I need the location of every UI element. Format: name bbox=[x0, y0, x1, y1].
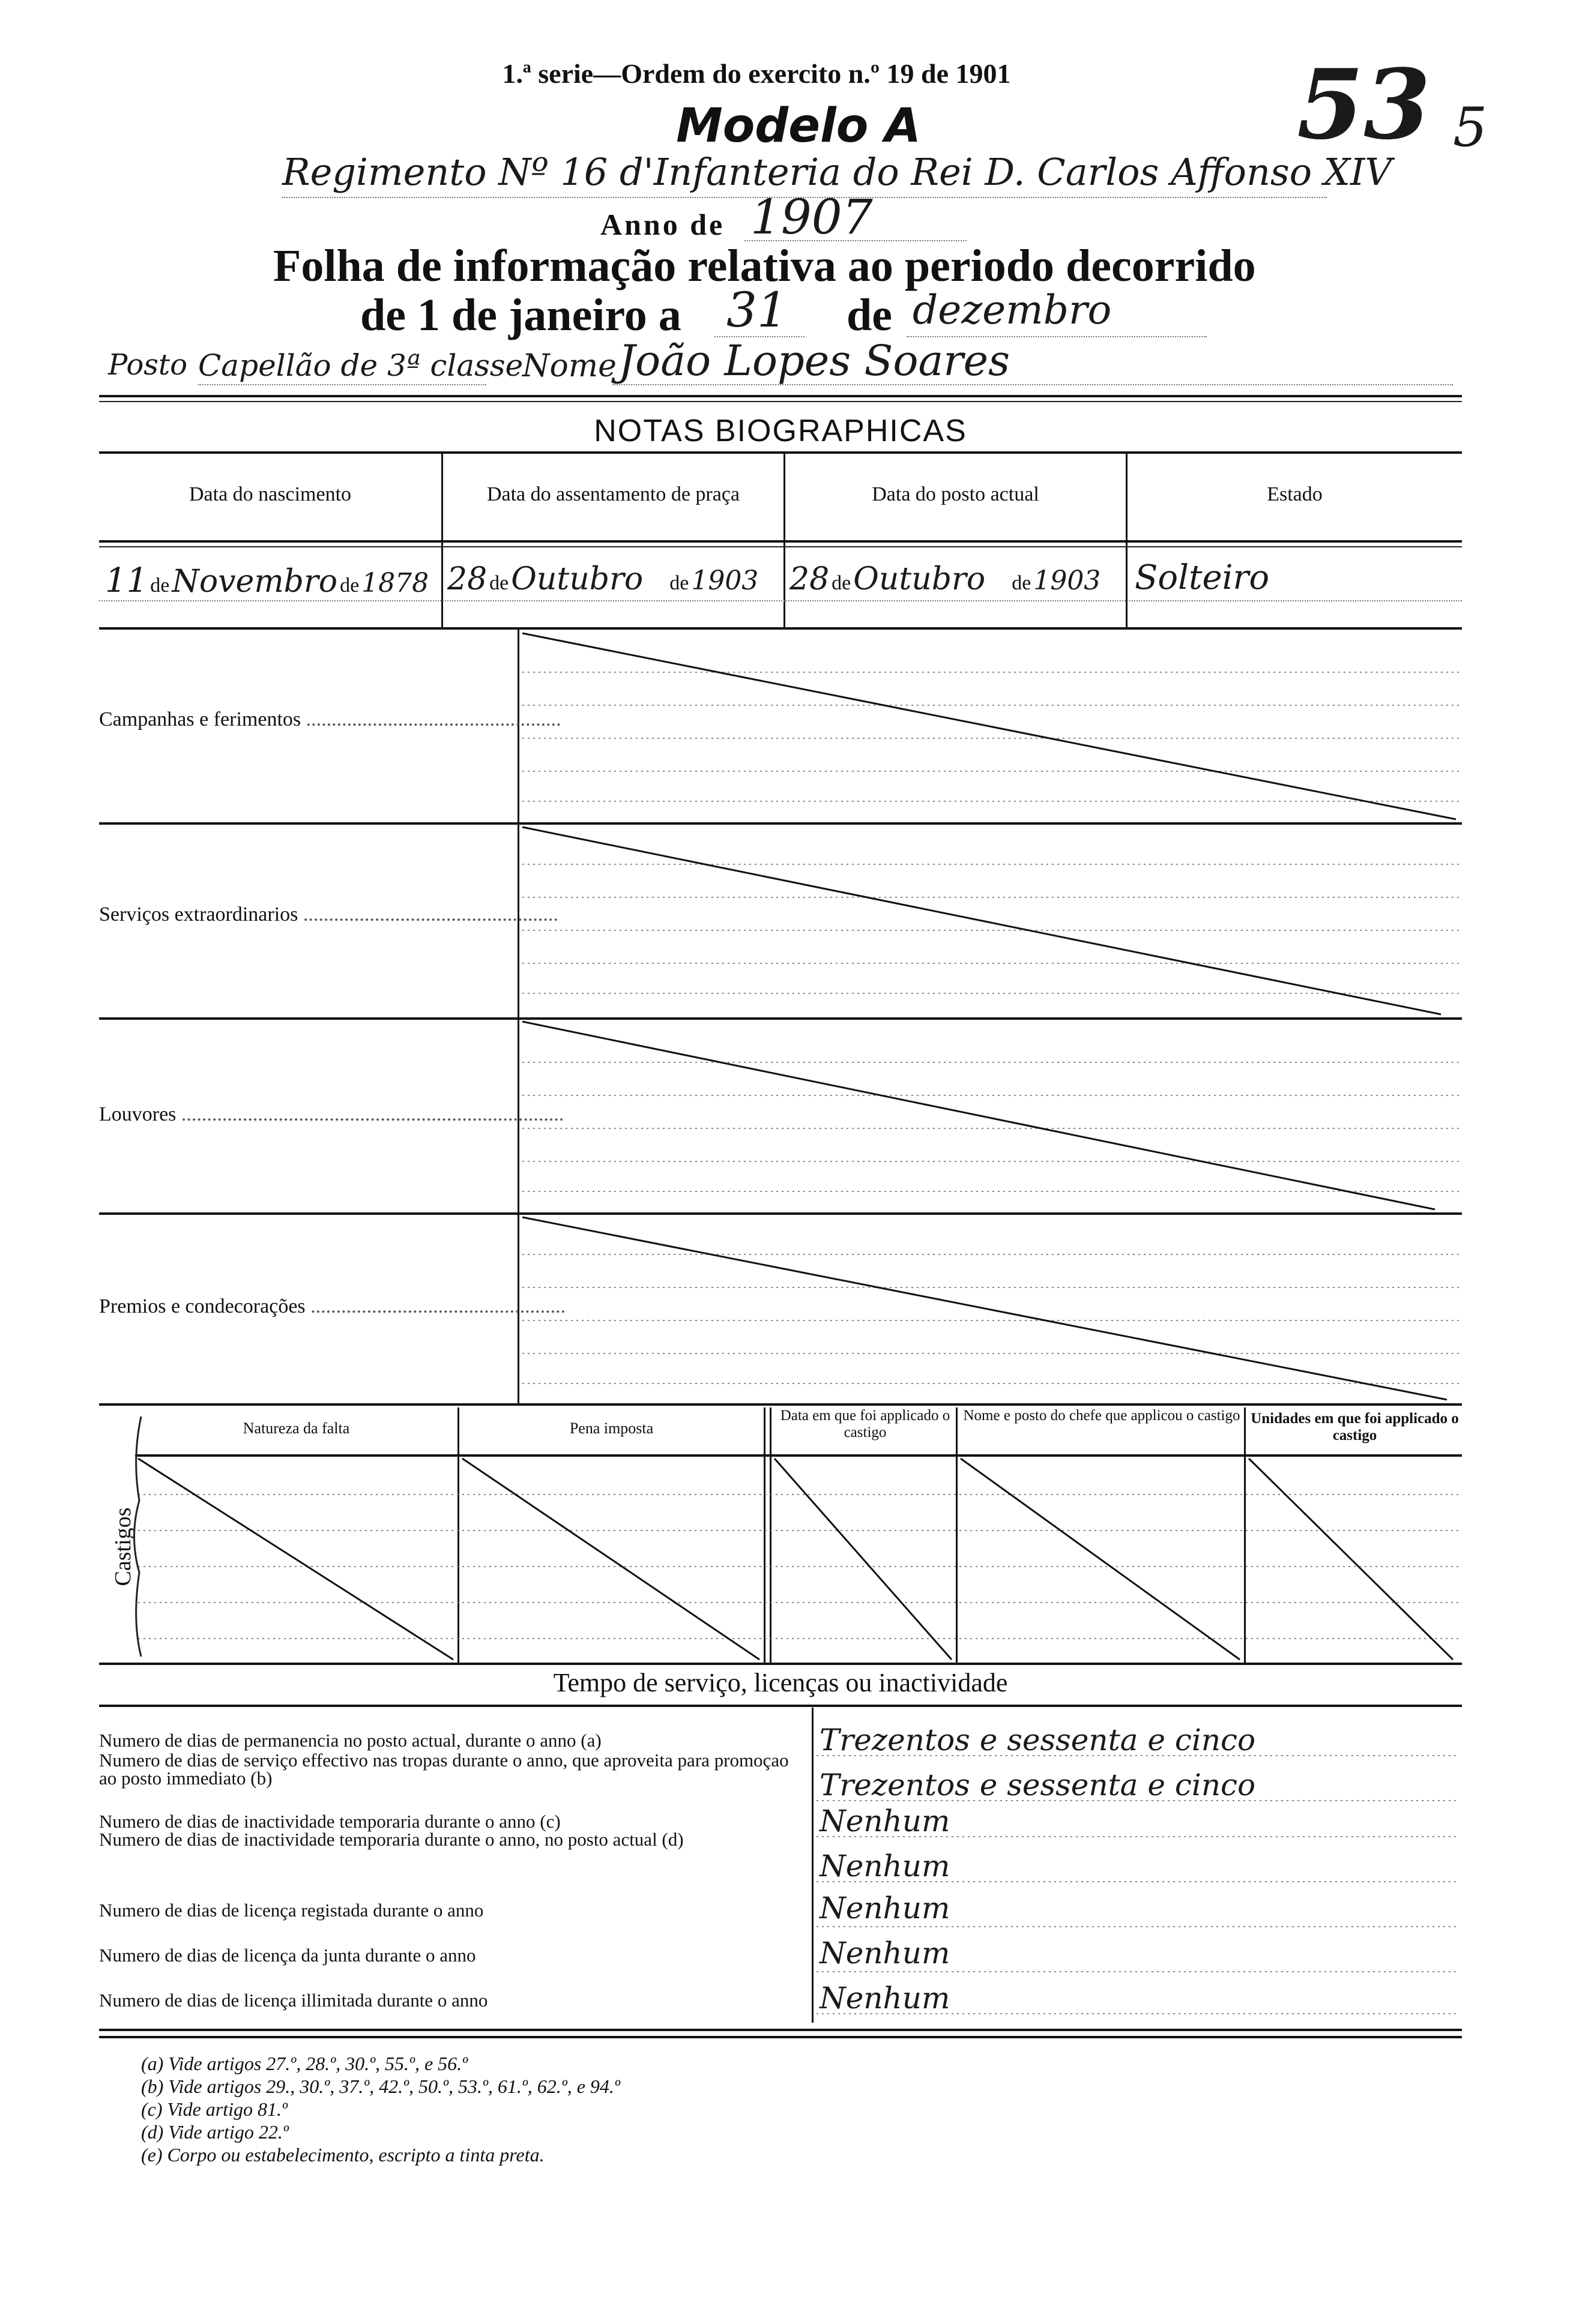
nascimento-date bbox=[105, 561, 441, 600]
footnote-b: (b) Vide artigos 29., 30.º, 37.º, 42.º, 50.º, 53.º, 61.º, 62.º, e 94.º bbox=[141, 2076, 620, 2097]
tempo-row-6-label: Numero de dias de licença da junta durante o anno bbox=[99, 1945, 476, 1966]
assentamento-month: Outubro bbox=[511, 561, 644, 597]
form-title-line1: Folha de informação relativa ao periodo decorrido bbox=[273, 241, 1256, 291]
estado-value: Solteiro bbox=[1135, 558, 1270, 597]
regiment-handwritten: Regimento Nº 16 d'Infanteria do Rei D. Carlos Affonso XIV bbox=[282, 150, 1392, 194]
section-louvores: Louvores ........................................................................... bbox=[99, 1103, 564, 1125]
posto-actual-day: 28 bbox=[789, 561, 830, 597]
header-posto-actual: Data do posto actual bbox=[872, 483, 1039, 505]
footnote-a: (a) Vide artigos 27.º, 28.º, 30.º, 55.º, e 56.º bbox=[141, 2053, 468, 2074]
nascimento-de2: de bbox=[340, 574, 360, 597]
anno-value: 1907 bbox=[750, 189, 873, 245]
tempo-row-5-value: Nenhum bbox=[820, 1891, 950, 1925]
castigos-header-data: Data em que foi applicado o castigo bbox=[780, 1407, 950, 1440]
footnote-d: (d) Vide artigo 22.º bbox=[141, 2121, 289, 2143]
section-louvores-label: Louvores bbox=[99, 1103, 177, 1125]
header-assentamento: Data do assentamento de praça bbox=[486, 483, 740, 505]
footnote-e: (e) Corpo ou estabelecimento, escripto a tinta preta. bbox=[141, 2144, 545, 2166]
title-month: dezembro bbox=[913, 287, 1112, 333]
assentamento-date bbox=[447, 561, 783, 597]
tempo-title: Tempo de serviço, licenças ou inactividade bbox=[553, 1668, 1008, 1697]
posto-label: Posto bbox=[108, 348, 188, 382]
tempo-row-4-label: Numero de dias de inactividade temporaria durante o anno, no posto actual (d) bbox=[99, 1829, 684, 1850]
anno-label: Anno de bbox=[600, 208, 725, 241]
nascimento-de1: de bbox=[150, 574, 170, 597]
castigos-header-unidades: Unidades em que foi applicado o castigo bbox=[1251, 1410, 1459, 1443]
tempo-row-1-value: Trezentos e sessenta e cinco bbox=[820, 1723, 1256, 1757]
tempo-row-3-label: Numero de dias de inactividade temporaria durante o anno (c) bbox=[99, 1811, 561, 1832]
tempo-row-6-value: Nenhum bbox=[820, 1936, 950, 1970]
title-de: de bbox=[847, 290, 892, 340]
section-premios-label: Premios e condecorações bbox=[99, 1295, 306, 1317]
nascimento-day: 11 bbox=[105, 561, 148, 600]
form-title-line2-prefix: de 1 de janeiro a bbox=[360, 290, 681, 340]
nome-label: Nome bbox=[522, 348, 617, 384]
tempo-row-7-label: Numero de dias de licença illimitada durante o anno bbox=[99, 1990, 488, 2011]
tempo-row-4-value: Nenhum bbox=[820, 1849, 950, 1883]
header-estado: Estado bbox=[1267, 483, 1323, 505]
posto-value: Capellão de 3ª classe bbox=[198, 348, 524, 383]
tempo-row-7-value: Nenhum bbox=[820, 1981, 950, 2015]
castigos-header-pena: Pena imposta bbox=[569, 1419, 654, 1437]
serie-line: 1.ª serie—Ordem do exercito n.º 19 de 1901 bbox=[502, 58, 1011, 89]
tempo-row-3-value: Nenhum bbox=[820, 1804, 950, 1838]
posto-actual-de2: de bbox=[1012, 572, 1031, 594]
tempo-row-2-value: Trezentos e sessenta e cinco bbox=[820, 1768, 1256, 1802]
footnote-c: (c) Vide artigo 81.º bbox=[141, 2098, 288, 2120]
tempo-row-5-label: Numero de dias de licença registada durante o anno bbox=[99, 1900, 484, 1921]
section-servicos-label: Serviços extraordinarios bbox=[99, 903, 298, 926]
modelo-title: Modelo A bbox=[676, 99, 921, 153]
section-premios: Premios e condecorações .................................................. bbox=[99, 1295, 566, 1317]
tempo-row-1-label: Numero de dias de permanencia no posto actual, durante o anno (a) bbox=[99, 1730, 602, 1751]
posto-actual-date bbox=[789, 561, 1126, 597]
corner-mark: 5 bbox=[1453, 96, 1488, 159]
tempo-row-2-label: Numero de dias de serviço effectivo nas tropas durante o anno, que aproveita para promoçao ao posto immediato (b) bbox=[99, 1750, 789, 1789]
castigos-header-nome: Nome e posto do chefe que applicou o castigo bbox=[963, 1407, 1240, 1424]
nascimento-year: 1878 bbox=[361, 568, 429, 598]
castigos-side-label: Castigos bbox=[110, 1507, 136, 1586]
posto-actual-de1: de bbox=[832, 572, 851, 594]
title-day: 31 bbox=[726, 282, 788, 338]
section-campanhas-label: Campanhas e ferimentos bbox=[99, 708, 301, 730]
castigos-header-natureza: Natureza da falta bbox=[243, 1419, 350, 1437]
nome-value: João Lopes Soares bbox=[618, 336, 1010, 385]
nascimento-month: Novembro bbox=[172, 564, 338, 600]
posto-actual-year: 1903 bbox=[1033, 565, 1101, 596]
posto-actual-month: Outubro bbox=[853, 561, 986, 597]
assentamento-year: 1903 bbox=[691, 565, 759, 596]
header-nascimento: Data do nascimento bbox=[189, 483, 352, 505]
section-servicos: Serviços extraordinarios .................................................. bbox=[99, 903, 558, 926]
section-campanhas: Campanhas e ferimentos .................................................. bbox=[99, 708, 561, 730]
assentamento-de1: de bbox=[489, 572, 509, 594]
notas-title: NOTAS BIOGRAPHICAS bbox=[594, 414, 967, 448]
assentamento-day: 28 bbox=[447, 561, 488, 597]
assentamento-de2: de bbox=[669, 572, 689, 594]
corner-number: 53 bbox=[1297, 48, 1431, 161]
